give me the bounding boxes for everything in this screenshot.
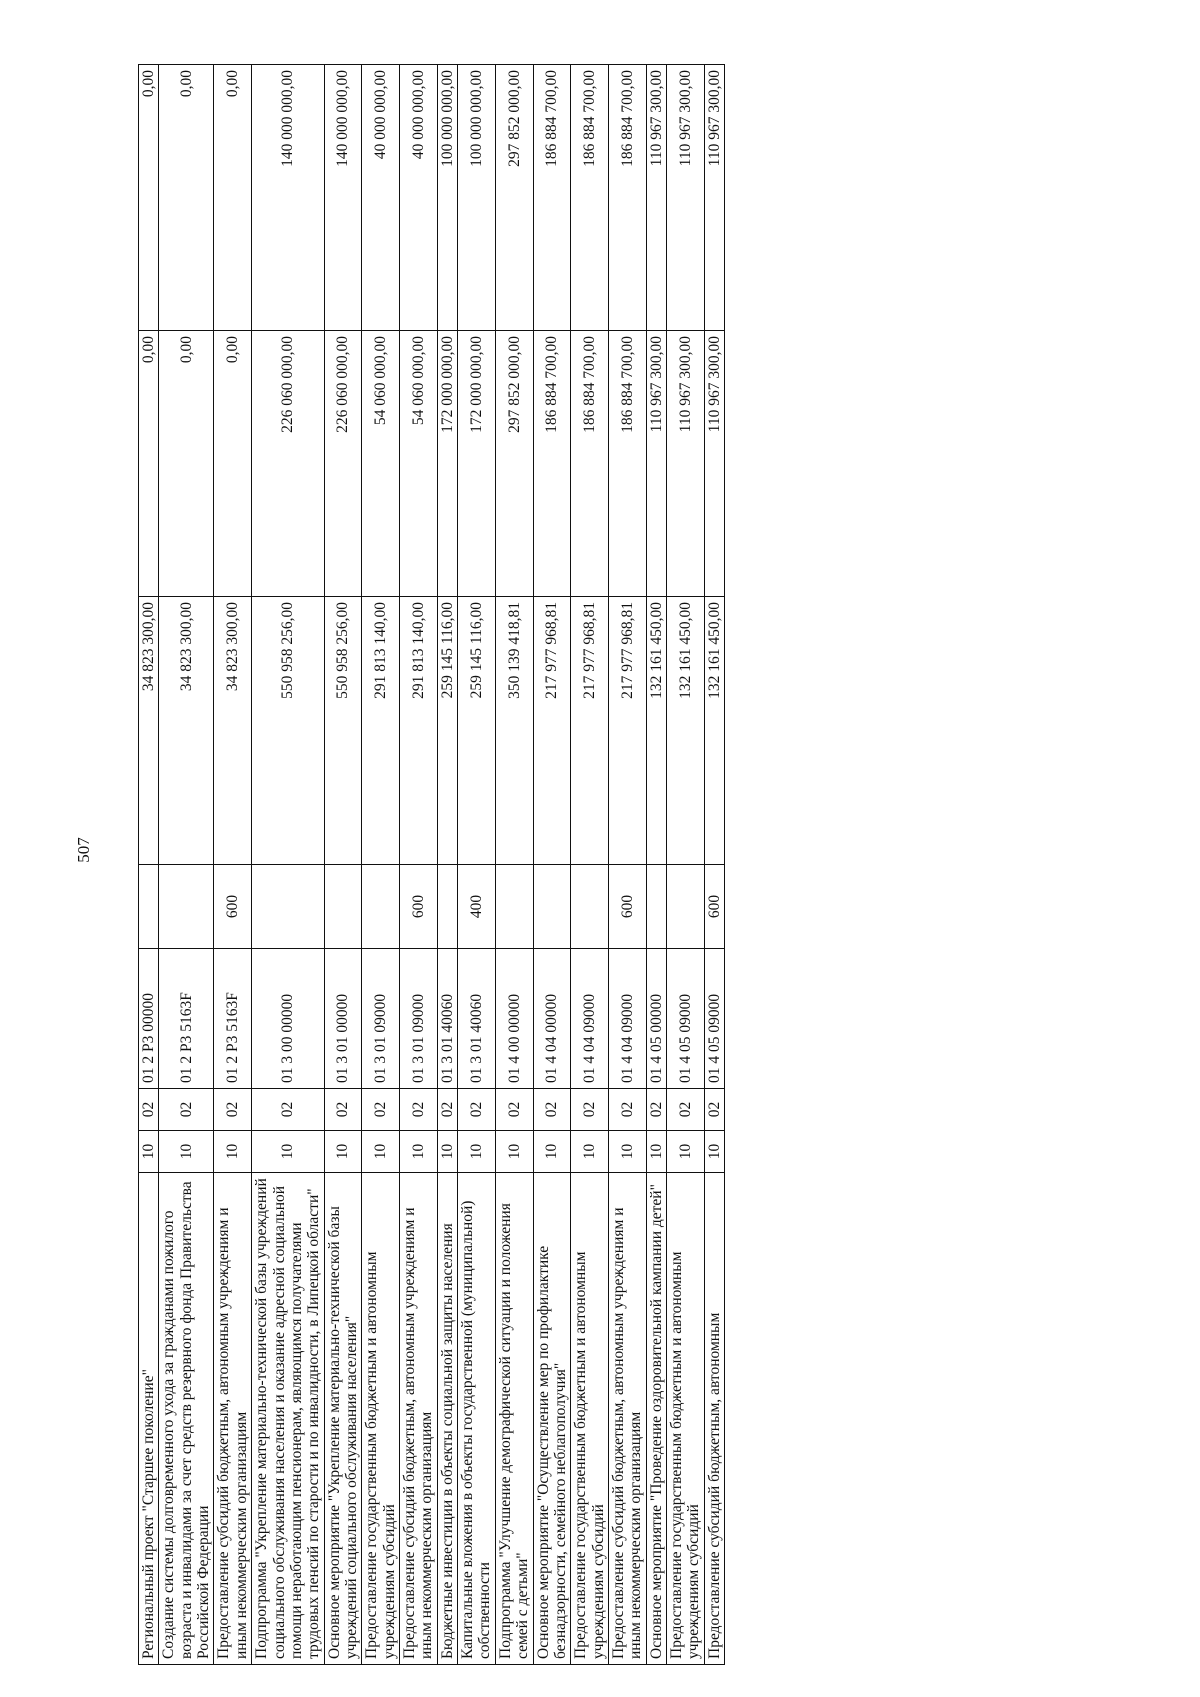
cell-target-article: 01 4 04 09000	[608, 949, 646, 1089]
cell-section: 10	[437, 1131, 457, 1173]
cell-target-article: 01 2 P3 00000	[139, 949, 159, 1089]
cell-amount-year3: 0,00	[159, 65, 214, 331]
cell-name: Основное мероприятие "Осуществление мер по профилактике безнадзорности, семейного неблагополучия"	[533, 1173, 571, 1665]
cell-subsection: 02	[667, 1089, 705, 1131]
cell-amount-year2: 110 967 300,00	[704, 331, 724, 597]
table-row	[159, 65, 214, 1665]
cell-name: Создание системы долговременного ухода за гражданами пожилого возраста и инвалидами за счет средств резервного фонда Правительства Российской Федерации	[159, 1173, 214, 1665]
cell-name: Капитальные вложения в объекты государственной (муниципальной) собственности	[458, 1173, 496, 1665]
cell-target-article: 01 4 00 00000	[495, 949, 533, 1089]
cell-amount-year3: 186 884 700,00	[571, 65, 609, 331]
cell-expense-type	[437, 865, 457, 949]
cell-amount-year2: 110 967 300,00	[667, 331, 705, 597]
cell-amount-year1: 217 977 968,81	[571, 597, 609, 865]
cell-amount-year1: 34 823 300,00	[139, 597, 159, 865]
cell-subsection: 02	[571, 1089, 609, 1131]
cell-amount-year3: 110 967 300,00	[667, 65, 705, 331]
cell-section: 10	[252, 1131, 324, 1173]
cell-expense-type	[139, 865, 159, 949]
cell-amount-year1: 132 161 450,00	[667, 597, 705, 865]
cell-name: Предоставление государственным бюджетным и автономным учреждениям субсидий	[571, 1173, 609, 1665]
cell-section: 10	[495, 1131, 533, 1173]
cell-section: 10	[362, 1131, 400, 1173]
cell-target-article: 01 4 04 09000	[571, 949, 609, 1089]
cell-subsection: 02	[533, 1089, 571, 1131]
cell-subsection: 02	[159, 1089, 214, 1131]
cell-amount-year3: 100 000 000,00	[437, 65, 457, 331]
cell-expense-type	[533, 865, 571, 949]
cell-subsection: 02	[139, 1089, 159, 1131]
cell-section: 10	[324, 1131, 362, 1173]
cell-subsection: 02	[458, 1089, 496, 1131]
table-row	[667, 65, 705, 1665]
cell-section: 10	[571, 1131, 609, 1173]
cell-subsection: 02	[704, 1089, 724, 1131]
cell-amount-year2: 110 967 300,00	[646, 331, 666, 597]
cell-amount-year1: 259 145 116,00	[437, 597, 457, 865]
cell-section: 10	[214, 1131, 252, 1173]
cell-expense-type	[667, 865, 705, 949]
cell-target-article: 01 3 01 40060	[458, 949, 496, 1089]
cell-name: Бюджетные инвестиции в объекты социальной защиты населения	[437, 1173, 457, 1665]
cell-amount-year3: 40 000 000,00	[400, 65, 438, 331]
cell-amount-year2: 226 060 000,00	[324, 331, 362, 597]
cell-amount-year3: 0,00	[214, 65, 252, 331]
table-row	[437, 65, 457, 1665]
cell-target-article: 01 4 04 00000	[533, 949, 571, 1089]
cell-amount-year3: 40 000 000,00	[362, 65, 400, 331]
cell-amount-year3: 186 884 700,00	[608, 65, 646, 331]
table-row	[646, 65, 666, 1665]
cell-name: Предоставление государственным бюджетным и автономным учреждениям субсидий	[362, 1173, 400, 1665]
cell-section: 10	[667, 1131, 705, 1173]
cell-subsection: 02	[608, 1089, 646, 1131]
table-row	[252, 65, 324, 1665]
cell-amount-year1: 217 977 968,81	[608, 597, 646, 865]
cell-amount-year1: 350 139 418,81	[495, 597, 533, 865]
cell-name: Основное мероприятие "Проведение оздоровительной кампании детей"	[646, 1173, 666, 1665]
cell-target-article: 01 4 05 09000	[667, 949, 705, 1089]
table-row	[362, 65, 400, 1665]
table-row	[324, 65, 362, 1665]
cell-expense-type	[324, 865, 362, 949]
cell-amount-year1: 291 813 140,00	[362, 597, 400, 865]
cell-expense-type	[362, 865, 400, 949]
cell-subsection: 02	[646, 1089, 666, 1131]
cell-name: Предоставление субсидий бюджетным, автономным учреждениям и иным некоммерческим организациям	[400, 1173, 438, 1665]
cell-expense-type	[252, 865, 324, 949]
cell-amount-year2: 226 060 000,00	[252, 331, 324, 597]
cell-amount-year1: 291 813 140,00	[400, 597, 438, 865]
cell-amount-year1: 34 823 300,00	[214, 597, 252, 865]
cell-amount-year1: 34 823 300,00	[159, 597, 214, 865]
cell-expense-type: 600	[400, 865, 438, 949]
table-row	[571, 65, 609, 1665]
cell-amount-year2: 54 060 000,00	[400, 331, 438, 597]
cell-amount-year3: 100 000 000,00	[458, 65, 496, 331]
cell-amount-year2: 0,00	[159, 331, 214, 597]
cell-section: 10	[400, 1131, 438, 1173]
cell-subsection: 02	[400, 1089, 438, 1131]
cell-name: Предоставление субсидий бюджетным, автономным учреждениям и иным некоммерческим организациям	[214, 1173, 252, 1665]
cell-target-article: 01 3 01 09000	[362, 949, 400, 1089]
cell-section: 10	[608, 1131, 646, 1173]
cell-amount-year1: 132 161 450,00	[646, 597, 666, 865]
cell-name: Предоставление субсидий бюджетным, автономным	[704, 1173, 724, 1665]
cell-amount-year2: 172 000 000,00	[437, 331, 457, 597]
cell-subsection: 02	[362, 1089, 400, 1131]
cell-amount-year3: 140 000 000,00	[324, 65, 362, 331]
table-row	[495, 65, 533, 1665]
cell-expense-type	[495, 865, 533, 949]
cell-subsection: 02	[437, 1089, 457, 1131]
table-row	[704, 65, 724, 1665]
cell-subsection: 02	[324, 1089, 362, 1131]
cell-amount-year2: 186 884 700,00	[533, 331, 571, 597]
cell-expense-type	[571, 865, 609, 949]
cell-amount-year3: 110 967 300,00	[646, 65, 666, 331]
cell-expense-type	[646, 865, 666, 949]
cell-amount-year3: 110 967 300,00	[704, 65, 724, 331]
cell-amount-year1: 259 145 116,00	[458, 597, 496, 865]
cell-subsection: 02	[214, 1089, 252, 1131]
table-body	[139, 65, 725, 1665]
cell-subsection: 02	[252, 1089, 324, 1131]
cell-name: Подпрограмма "Улучшение демографической ситуации и положения семей с детьми"	[495, 1173, 533, 1665]
cell-amount-year3: 0,00	[139, 65, 159, 331]
cell-amount-year1: 550 958 256,00	[252, 597, 324, 865]
rotated-table-wrapper	[138, 65, 725, 1665]
cell-section: 10	[704, 1131, 724, 1173]
table-row	[400, 65, 438, 1665]
cell-amount-year2: 297 852 000,00	[495, 331, 533, 597]
cell-amount-year2: 0,00	[214, 331, 252, 597]
cell-expense-type: 600	[704, 865, 724, 949]
cell-expense-type: 600	[608, 865, 646, 949]
cell-section: 10	[646, 1131, 666, 1173]
cell-section: 10	[159, 1131, 214, 1173]
cell-target-article: 01 3 00 00000	[252, 949, 324, 1089]
cell-target-article: 01 3 01 00000	[324, 949, 362, 1089]
cell-section: 10	[458, 1131, 496, 1173]
cell-subsection: 02	[495, 1089, 533, 1131]
cell-amount-year3: 186 884 700,00	[533, 65, 571, 331]
cell-amount-year1: 132 161 450,00	[704, 597, 724, 865]
table-row	[139, 65, 159, 1665]
cell-target-article: 01 4 05 00000	[646, 949, 666, 1089]
cell-name: Предоставление субсидий бюджетным, автономным учреждениям и иным некоммерческим организациям	[608, 1173, 646, 1665]
table-row	[458, 65, 496, 1665]
table-row	[608, 65, 646, 1665]
cell-name: Региональный проект "Старшее поколение"	[139, 1173, 159, 1665]
budget-table	[138, 64, 725, 1665]
page-number: 507	[74, 837, 93, 863]
cell-expense-type: 400	[458, 865, 496, 949]
cell-expense-type: 600	[214, 865, 252, 949]
cell-target-article: 01 3 01 09000	[400, 949, 438, 1089]
cell-name: Основное мероприятие "Укрепление материально-технической базы учреждений социального обслуживания населения"	[324, 1173, 362, 1665]
cell-amount-year3: 140 000 000,00	[252, 65, 324, 331]
cell-section: 10	[139, 1131, 159, 1173]
cell-amount-year2: 54 060 000,00	[362, 331, 400, 597]
cell-name: Предоставление государственным бюджетным и автономным учреждениям субсидий	[667, 1173, 705, 1665]
cell-target-article: 01 3 01 40060	[437, 949, 457, 1089]
cell-expense-type	[159, 865, 214, 949]
cell-amount-year2: 172 000 000,00	[458, 331, 496, 597]
cell-amount-year1: 217 977 968,81	[533, 597, 571, 865]
cell-amount-year3: 297 852 000,00	[495, 65, 533, 331]
cell-target-article: 01 4 05 09000	[704, 949, 724, 1089]
cell-target-article: 01 2 P3 5163F	[214, 949, 252, 1089]
cell-amount-year2: 0,00	[139, 331, 159, 597]
cell-amount-year2: 186 884 700,00	[608, 331, 646, 597]
table-row	[533, 65, 571, 1665]
cell-section: 10	[533, 1131, 571, 1173]
table-row	[214, 65, 252, 1665]
cell-name: Подпрограмма "Укрепление материально-технической базы учреждений социального обслуживания населения и оказание адресной социальной помощи неработающим пенсионерам, являющимся получателями трудовых пенсий по старости и по инвалидности, в Липецкой области"	[252, 1173, 324, 1665]
cell-target-article: 01 2 P3 5163F	[159, 949, 214, 1089]
cell-amount-year2: 186 884 700,00	[571, 331, 609, 597]
cell-amount-year1: 550 958 256,00	[324, 597, 362, 865]
